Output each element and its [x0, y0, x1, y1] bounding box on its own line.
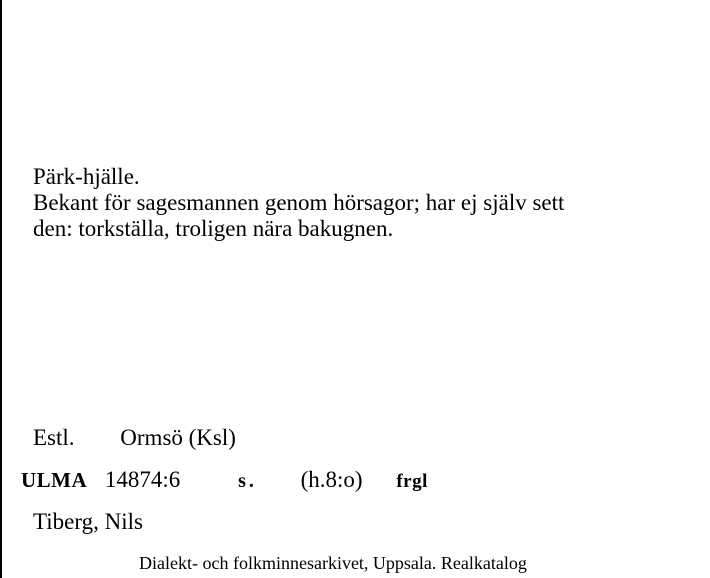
- card-description: [33, 164, 693, 242]
- description-line-2: Bekant för sagesmannen genom hörsagor; har ej själv sett: [33, 190, 565, 215]
- location-row: [33, 424, 236, 452]
- informant-name: Tiberg, Nils: [33, 509, 143, 534]
- record-number: 14874:6: [104, 467, 181, 492]
- archive-code: ULMA: [21, 468, 88, 492]
- description-line-3: den: torkställa, troligen nära bakugnen.: [33, 216, 394, 241]
- description-line-title: Pärk-hjälle.: [33, 164, 140, 189]
- place: Ormsö (Ksl): [120, 425, 236, 450]
- section-mark: s.: [238, 470, 257, 492]
- format: (h.8:o): [300, 467, 363, 492]
- reference-row: [21, 466, 428, 496]
- category: frgl: [396, 471, 428, 492]
- region: Estl.: [33, 425, 75, 450]
- archive-footer: Dialekt- och folkminnesarkivet, Uppsala. Realkatalog: [139, 553, 527, 573]
- card-left-border: [0, 0, 2, 578]
